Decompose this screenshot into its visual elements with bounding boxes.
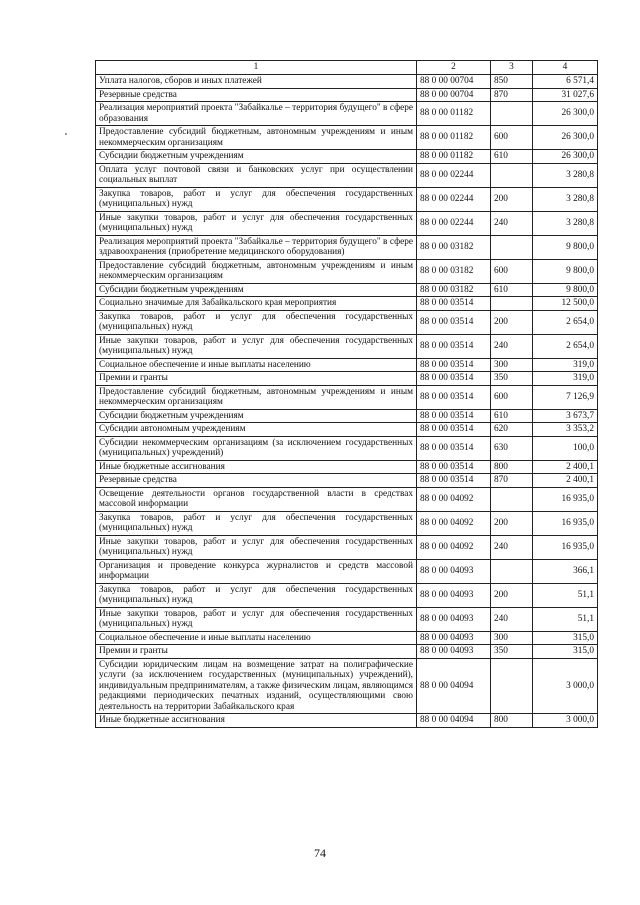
row-amount-cell: 26 300,0 xyxy=(533,150,598,164)
budget-table xyxy=(95,60,598,728)
row-code-cell: 88 0 00 04092 xyxy=(417,487,491,511)
row-type-cell: 870 xyxy=(491,88,533,102)
scan-speck xyxy=(65,133,67,135)
row-name-cell: Иные закупки товаров, работ и услуг для обеспечения государственных (муниципальных) нужд xyxy=(96,334,417,358)
table-row xyxy=(96,235,598,259)
table-row xyxy=(96,310,598,334)
table-row xyxy=(96,645,598,659)
row-name-cell: Закупка товаров, работ и услуг для обеспечения государственных (муниципальных) нужд xyxy=(96,583,417,607)
row-name-cell: Предоставление субсидий бюджетным, автономным учреждениям и иным некоммерческим организациям xyxy=(96,385,417,409)
row-amount-cell: 12 500,0 xyxy=(533,297,598,311)
row-amount-cell: 315,0 xyxy=(533,631,598,645)
row-code-cell: 88 0 00 04093 xyxy=(417,583,491,607)
column-header-4: 4 xyxy=(533,61,598,75)
row-type-cell: 600 xyxy=(491,385,533,409)
row-name-cell: Иные бюджетные ассигнования xyxy=(96,460,417,474)
row-code-cell: 88 0 00 04092 xyxy=(417,535,491,559)
row-type-cell: 240 xyxy=(491,535,533,559)
table-row xyxy=(96,559,598,583)
row-code-cell: 88 0 00 04093 xyxy=(417,607,491,631)
row-amount-cell: 51,1 xyxy=(533,583,598,607)
table-row xyxy=(96,334,598,358)
row-amount-cell: 366,1 xyxy=(533,559,598,583)
row-amount-cell: 26 300,0 xyxy=(533,126,598,150)
table-header-row xyxy=(96,61,598,75)
row-name-cell: Социальное обеспечение и иные выплаты населению xyxy=(96,358,417,372)
row-code-cell: 88 0 00 04094 xyxy=(417,714,491,728)
row-name-cell: Резервные средства xyxy=(96,474,417,488)
row-amount-cell: 2 400,1 xyxy=(533,460,598,474)
row-code-cell: 88 0 00 03514 xyxy=(417,297,491,311)
table-row xyxy=(96,372,598,386)
row-code-cell: 88 0 00 03514 xyxy=(417,436,491,460)
row-amount-cell: 9 800,0 xyxy=(533,235,598,259)
row-type-cell xyxy=(491,297,533,311)
row-amount-cell: 3 673,7 xyxy=(533,409,598,423)
row-name-cell: Реализация мероприятий проекта "Забайкалье – территория будущего" в сфере образования xyxy=(96,102,417,126)
row-name-cell: Предоставление субсидий бюджетным, автономным учреждениям и иным некоммерческим организациям xyxy=(96,259,417,283)
row-name-cell: Субсидии юридическим лицам на возмещение затрат на полиграфические услуги (за исключением государственных (муниципальных) учреждений), индивидуальным предпринимателям, а также физическим лицам, являющимся редакциями периодических печатных изданий, осуществляющими свою деятельность на территории Забайкальского края xyxy=(96,658,417,714)
column-header-1: 1 xyxy=(96,61,417,75)
row-amount-cell: 3 000,0 xyxy=(533,658,598,714)
row-code-cell: 88 0 00 03514 xyxy=(417,474,491,488)
table-body xyxy=(96,75,598,728)
row-type-cell: 200 xyxy=(491,583,533,607)
row-type-cell: 610 xyxy=(491,150,533,164)
table-row xyxy=(96,474,598,488)
row-name-cell: Реализация мероприятий проекта "Забайкалье – территория будущего" в сфере здравоохранения (приобретение медицинского оборудования) xyxy=(96,235,417,259)
row-amount-cell: 3 280,8 xyxy=(533,211,598,235)
row-amount-cell: 319,0 xyxy=(533,372,598,386)
row-name-cell: Иные закупки товаров, работ и услуг для обеспечения государственных (муниципальных) нужд xyxy=(96,535,417,559)
row-type-cell: 240 xyxy=(491,607,533,631)
row-amount-cell: 319,0 xyxy=(533,358,598,372)
table-row xyxy=(96,163,598,187)
row-code-cell: 88 0 00 01182 xyxy=(417,150,491,164)
row-name-cell: Организация и проведение конкурса журналистов и средств массовой информации xyxy=(96,559,417,583)
row-amount-cell: 3 280,8 xyxy=(533,163,598,187)
row-name-cell: Субсидии бюджетным учреждениям xyxy=(96,283,417,297)
row-name-cell: Премии и гранты xyxy=(96,645,417,659)
row-amount-cell: 2 400,1 xyxy=(533,474,598,488)
row-name-cell: Субсидии бюджетным учреждениям xyxy=(96,409,417,423)
row-name-cell: Оплата услуг почтовой связи и банковских услуг при осуществлении социальных выплат xyxy=(96,163,417,187)
row-name-cell: Иные бюджетные ассигнования xyxy=(96,714,417,728)
table-row xyxy=(96,358,598,372)
row-amount-cell: 16 935,0 xyxy=(533,511,598,535)
row-type-cell: 600 xyxy=(491,126,533,150)
row-code-cell: 88 0 00 01182 xyxy=(417,102,491,126)
row-type-cell: 200 xyxy=(491,187,533,211)
row-type-cell: 800 xyxy=(491,460,533,474)
row-type-cell xyxy=(491,235,533,259)
row-amount-cell: 3 280,8 xyxy=(533,187,598,211)
row-amount-cell: 6 571,4 xyxy=(533,75,598,89)
row-code-cell: 88 0 00 04093 xyxy=(417,645,491,659)
table-row xyxy=(96,658,598,714)
table-row xyxy=(96,88,598,102)
row-code-cell: 88 0 00 00704 xyxy=(417,75,491,89)
table-row xyxy=(96,487,598,511)
table-row xyxy=(96,583,598,607)
row-name-cell: Субсидии бюджетным учреждениям xyxy=(96,150,417,164)
table-row xyxy=(96,409,598,423)
table-row xyxy=(96,150,598,164)
row-code-cell: 88 0 00 03182 xyxy=(417,259,491,283)
row-name-cell: Иные закупки товаров, работ и услуг для обеспечения государственных (муниципальных) нужд xyxy=(96,211,417,235)
row-type-cell: 240 xyxy=(491,334,533,358)
row-amount-cell: 7 126,9 xyxy=(533,385,598,409)
row-type-cell: 610 xyxy=(491,409,533,423)
row-type-cell xyxy=(491,658,533,714)
table-row xyxy=(96,385,598,409)
column-header-2: 2 xyxy=(417,61,491,75)
row-type-cell: 350 xyxy=(491,372,533,386)
table-row xyxy=(96,75,598,89)
row-amount-cell: 16 935,0 xyxy=(533,487,598,511)
row-code-cell: 88 0 00 03514 xyxy=(417,423,491,437)
row-name-cell: Уплата налогов, сборов и иных платежей xyxy=(96,75,417,89)
row-type-cell xyxy=(491,163,533,187)
row-code-cell: 88 0 00 03182 xyxy=(417,235,491,259)
row-name-cell: Иные закупки товаров, работ и услуг для обеспечения государственных (муниципальных) нужд xyxy=(96,607,417,631)
row-code-cell: 88 0 00 04093 xyxy=(417,559,491,583)
row-amount-cell: 9 800,0 xyxy=(533,283,598,297)
row-amount-cell: 315,0 xyxy=(533,645,598,659)
row-code-cell: 88 0 00 04094 xyxy=(417,658,491,714)
row-name-cell: Субсидии некоммерческим организациям (за исключением государственных (муниципальных) учреждений) xyxy=(96,436,417,460)
row-name-cell: Закупка товаров, работ и услуг для обеспечения государственных (муниципальных) нужд xyxy=(96,511,417,535)
row-type-cell: 800 xyxy=(491,714,533,728)
row-type-cell: 610 xyxy=(491,283,533,297)
row-type-cell: 630 xyxy=(491,436,533,460)
table-row xyxy=(96,187,598,211)
row-name-cell: Освещение деятельности органов государственной власти в средствах массовой информации xyxy=(96,487,417,511)
row-name-cell: Закупка товаров, работ и услуг для обеспечения государственных (муниципальных) нужд xyxy=(96,310,417,334)
row-amount-cell: 51,1 xyxy=(533,607,598,631)
table-row xyxy=(96,102,598,126)
table-row xyxy=(96,211,598,235)
row-code-cell: 88 0 00 03514 xyxy=(417,460,491,474)
row-type-cell: 240 xyxy=(491,211,533,235)
row-code-cell: 88 0 00 03514 xyxy=(417,358,491,372)
row-code-cell: 88 0 00 02244 xyxy=(417,187,491,211)
table-row xyxy=(96,535,598,559)
table-row xyxy=(96,511,598,535)
row-type-cell: 870 xyxy=(491,474,533,488)
row-code-cell: 88 0 00 00704 xyxy=(417,88,491,102)
row-code-cell: 88 0 00 03514 xyxy=(417,310,491,334)
row-name-cell: Социально значимые для Забайкальского края мероприятия xyxy=(96,297,417,311)
row-amount-cell: 16 935,0 xyxy=(533,535,598,559)
row-type-cell xyxy=(491,102,533,126)
row-name-cell: Субсидии автономным учреждениям xyxy=(96,423,417,437)
row-code-cell: 88 0 00 01182 xyxy=(417,126,491,150)
row-name-cell: Закупка товаров, работ и услуг для обеспечения государственных (муниципальных) нужд xyxy=(96,187,417,211)
row-code-cell: 88 0 00 03514 xyxy=(417,334,491,358)
row-amount-cell: 9 800,0 xyxy=(533,259,598,283)
table-row xyxy=(96,297,598,311)
table-row xyxy=(96,259,598,283)
table-row xyxy=(96,460,598,474)
row-name-cell: Предоставление субсидий бюджетным, автономным учреждениям и иным некоммерческим организациям xyxy=(96,126,417,150)
row-amount-cell: 2 654,0 xyxy=(533,334,598,358)
row-amount-cell: 100,0 xyxy=(533,436,598,460)
table-row xyxy=(96,607,598,631)
row-amount-cell: 2 654,0 xyxy=(533,310,598,334)
row-amount-cell: 3 000,0 xyxy=(533,714,598,728)
row-code-cell: 88 0 00 04092 xyxy=(417,511,491,535)
row-type-cell xyxy=(491,487,533,511)
row-name-cell: Премии и гранты xyxy=(96,372,417,386)
table-row xyxy=(96,126,598,150)
row-type-cell: 850 xyxy=(491,75,533,89)
table-row xyxy=(96,714,598,728)
row-type-cell: 600 xyxy=(491,259,533,283)
row-type-cell: 300 xyxy=(491,631,533,645)
row-type-cell: 200 xyxy=(491,310,533,334)
row-name-cell: Резервные средства xyxy=(96,88,417,102)
column-header-3: 3 xyxy=(491,61,533,75)
row-name-cell: Социальное обеспечение и иные выплаты населению xyxy=(96,631,417,645)
row-amount-cell: 31 027,6 xyxy=(533,88,598,102)
row-amount-cell: 26 300,0 xyxy=(533,102,598,126)
row-type-cell: 350 xyxy=(491,645,533,659)
row-type-cell: 620 xyxy=(491,423,533,437)
row-type-cell: 200 xyxy=(491,511,533,535)
row-code-cell: 88 0 00 04093 xyxy=(417,631,491,645)
page-number: 74 xyxy=(314,846,326,860)
table-row xyxy=(96,631,598,645)
row-code-cell: 88 0 00 02244 xyxy=(417,211,491,235)
row-code-cell: 88 0 00 03514 xyxy=(417,372,491,386)
row-code-cell: 88 0 00 03514 xyxy=(417,385,491,409)
row-code-cell: 88 0 00 03514 xyxy=(417,409,491,423)
row-type-cell: 300 xyxy=(491,358,533,372)
table-row xyxy=(96,283,598,297)
table-row xyxy=(96,423,598,437)
table-row xyxy=(96,436,598,460)
row-amount-cell: 3 353,2 xyxy=(533,423,598,437)
row-type-cell xyxy=(491,559,533,583)
row-code-cell: 88 0 00 02244 xyxy=(417,163,491,187)
row-code-cell: 88 0 00 03182 xyxy=(417,283,491,297)
